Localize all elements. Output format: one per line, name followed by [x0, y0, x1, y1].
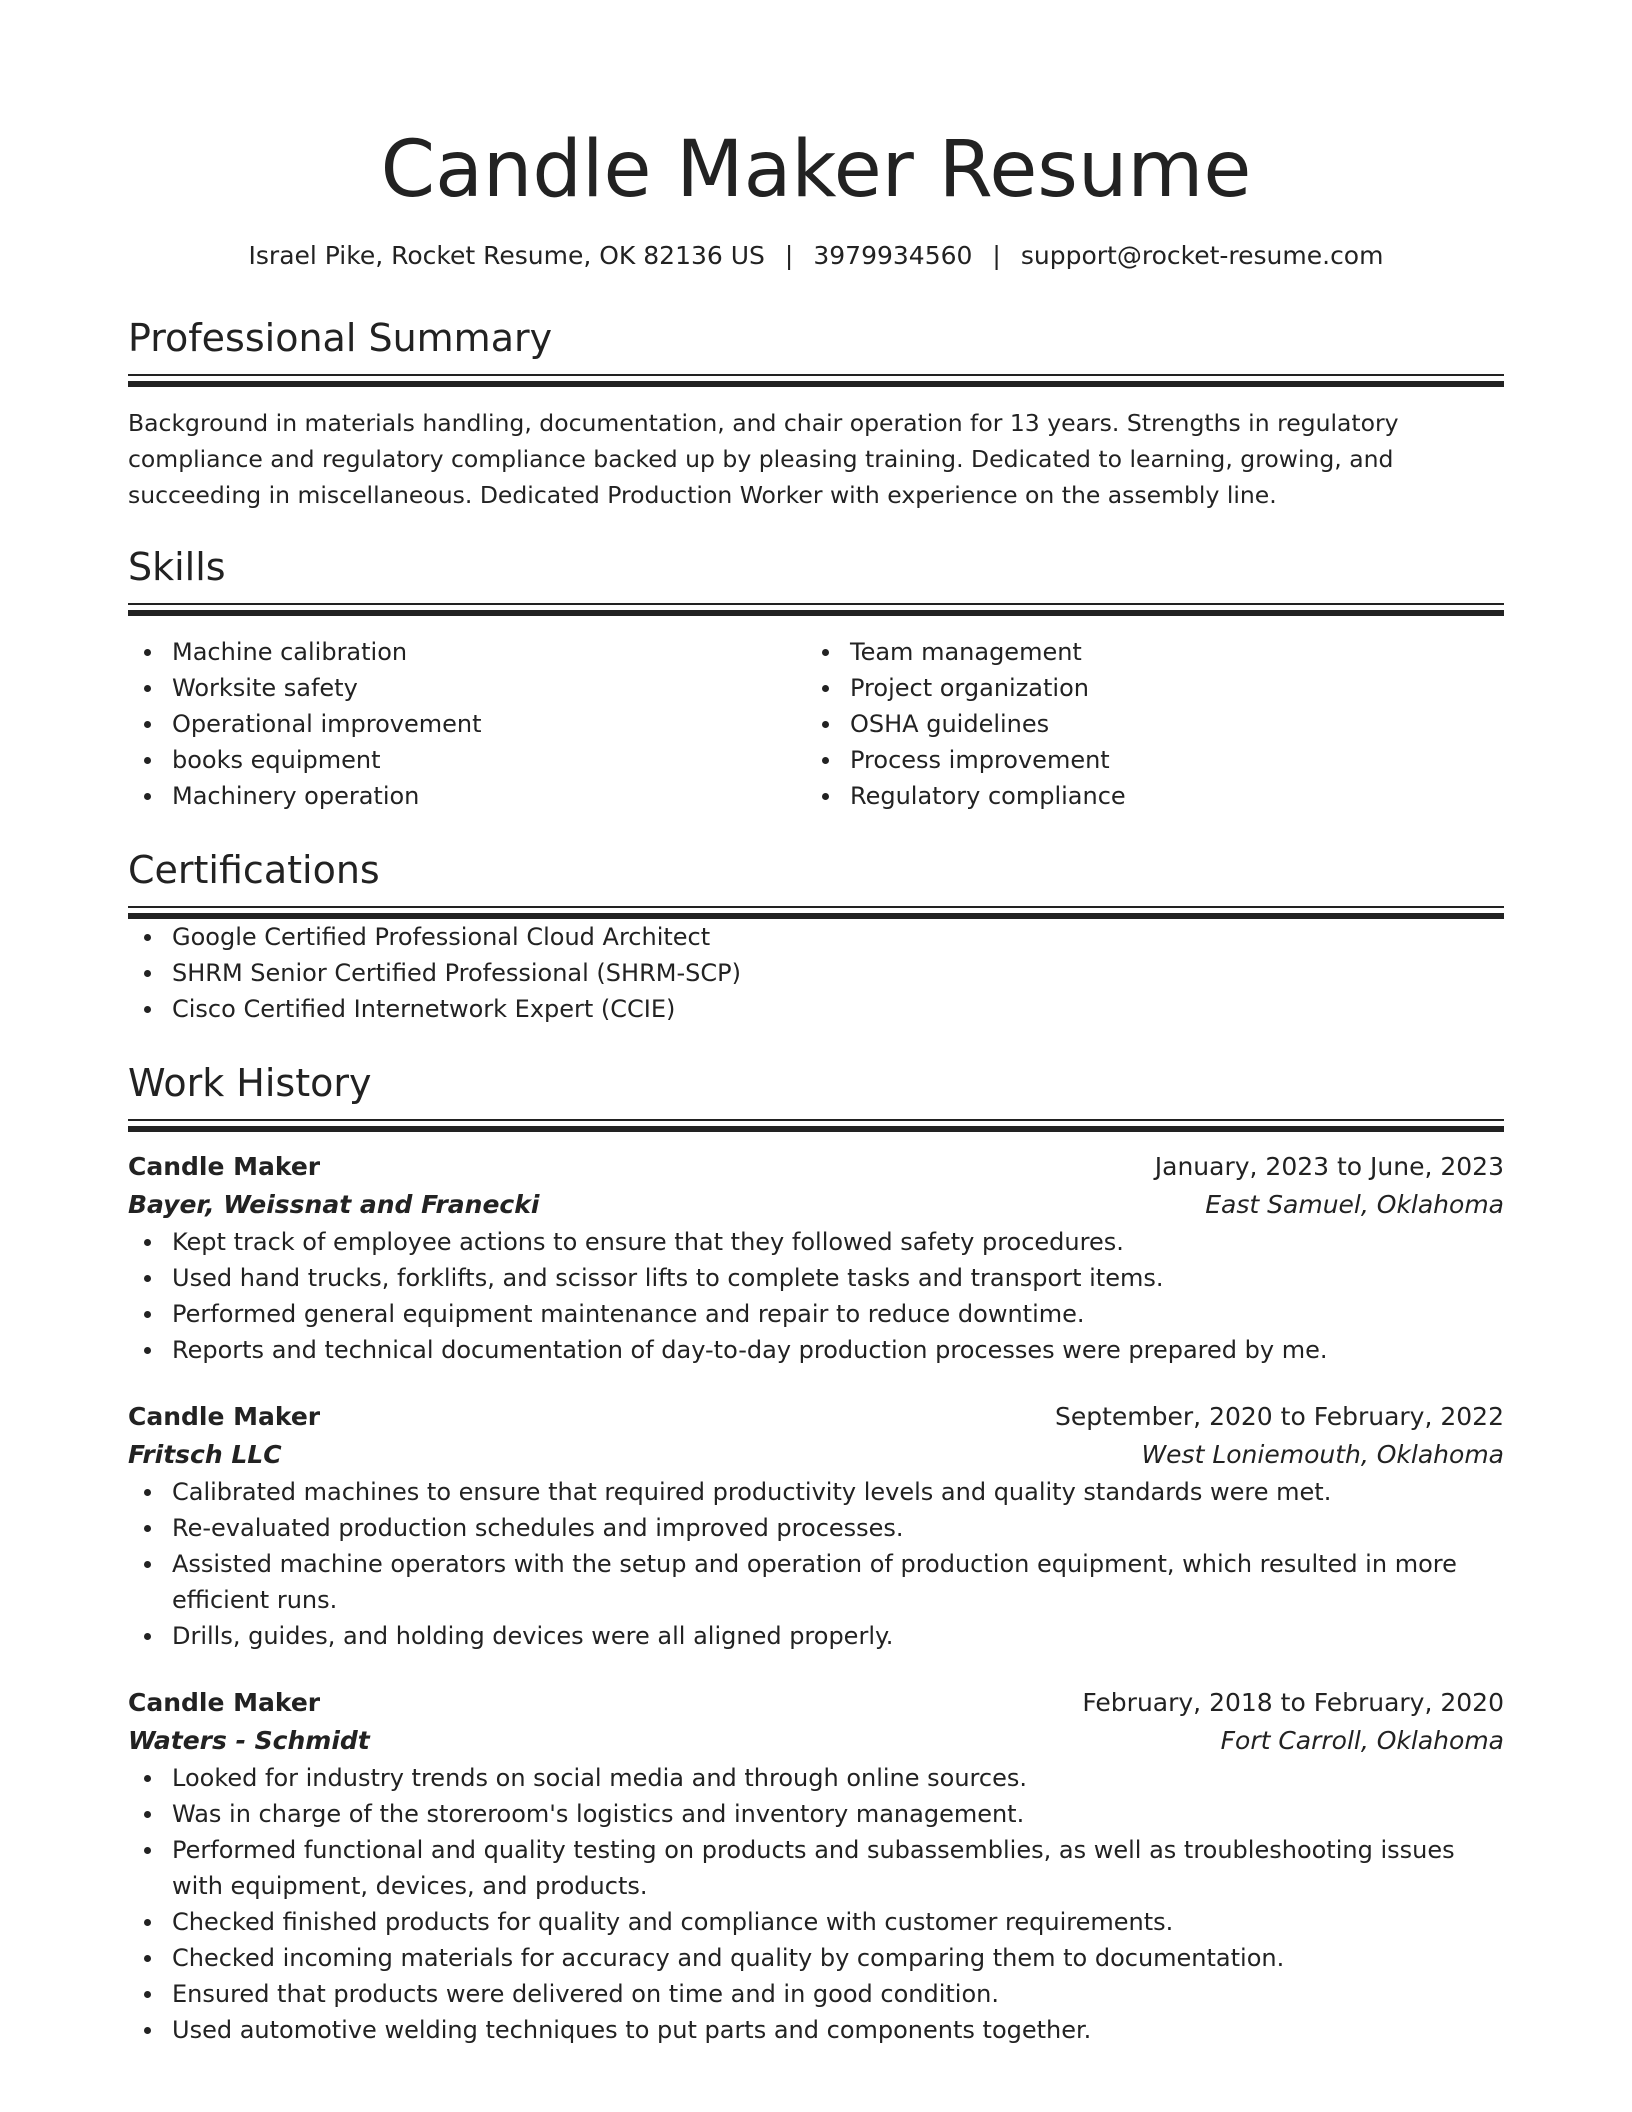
- job-duty-item: Re-evaluated production schedules and improved processes.: [128, 1510, 1504, 1546]
- contact-email[interactable]: support@rocket-resume.com: [1020, 241, 1384, 270]
- section-heading: Skills: [128, 545, 226, 589]
- job-duty-item: Used automotive welding techniques to put parts and components together.: [128, 2012, 1504, 2048]
- skill-item: Operational improvement: [128, 706, 806, 742]
- certifications-section: [128, 846, 1504, 1027]
- certification-item: SHRM Senior Certified Professional (SHRM-SCP): [128, 955, 1504, 991]
- job-header-row: [128, 1148, 1504, 1186]
- job-location: Fort Carroll, Oklahoma: [1220, 1726, 1504, 1755]
- job-duty-item: Ensured that products were delivered on time and in good condition.: [128, 1976, 1504, 2012]
- job-company-row: [128, 1186, 1504, 1224]
- section-divider: [128, 603, 1504, 616]
- job-header-row: [128, 1398, 1504, 1436]
- skills-section: [128, 543, 1504, 814]
- job-duty-item: Looked for industry trends on social media and through online sources.: [128, 1760, 1504, 1796]
- job-dates: January, 2023 to June, 2023: [1154, 1152, 1504, 1181]
- job-title: Candle Maker: [128, 1152, 321, 1181]
- job-dates: September, 2020 to February, 2022: [1055, 1402, 1504, 1431]
- contact-address: Israel Pike, Rocket Resume, OK 82136 US: [248, 241, 765, 270]
- job-duty-item: Performed general equipment maintenance and repair to reduce downtime.: [128, 1296, 1504, 1332]
- resume-page: [128, 0, 1504, 2048]
- job-entry: [128, 1148, 1504, 1368]
- skills-grid: [128, 634, 1504, 814]
- job-company: Waters - Schmidt: [128, 1726, 370, 1755]
- certification-item: Cisco Certified Internetwork Expert (CCIE): [128, 991, 1504, 1027]
- job-entry: [128, 1398, 1504, 1654]
- section-divider: [128, 1119, 1504, 1132]
- job-company-row: [128, 1436, 1504, 1474]
- section-divider: [128, 374, 1504, 387]
- resume-title: Candle Maker Resume: [380, 125, 1252, 215]
- job-duties-list: [128, 1474, 1504, 1654]
- job-duty-item: Used hand trucks, forklifts, and scissor lifts to complete tasks and transport items.: [128, 1260, 1504, 1296]
- skill-item: Process improvement: [806, 742, 1484, 778]
- contact-phone: 3979934560: [813, 241, 973, 270]
- job-header-row: [128, 1684, 1504, 1722]
- section-heading: Professional Summary: [128, 316, 553, 360]
- skill-item: OSHA guidelines: [806, 706, 1484, 742]
- job-duty-item: Checked finished products for quality and compliance with customer requirements.: [128, 1904, 1504, 1940]
- skill-item: books equipment: [128, 742, 806, 778]
- job-location: West Loniemouth, Oklahoma: [1141, 1440, 1504, 1469]
- job-title: Candle Maker: [128, 1402, 321, 1431]
- contact-separator: |: [784, 241, 794, 270]
- section-heading: Certifications: [128, 848, 380, 892]
- job-dates: February, 2018 to February, 2020: [1082, 1688, 1504, 1717]
- job-duty-item: Was in charge of the storeroom's logistics and inventory management.: [128, 1796, 1504, 1832]
- work-history-section: [128, 1059, 1504, 2048]
- professional-summary-section: [128, 314, 1504, 513]
- summary-text: Background in materials handling, documentation, and chair operation for 13 years. Strengths in regulatory compliance and regulatory compliance backed up by pleasing training. Dedicated to learning, growing, and succeeding in miscellaneous. Dedicated Production Worker with experience on the assembly line.: [128, 409, 1399, 509]
- job-duty-item: Drills, guides, and holding devices were all aligned properly.: [128, 1618, 1504, 1654]
- job-company: Fritsch LLC: [128, 1440, 282, 1469]
- job-company: Bayer, Weissnat and Franecki: [128, 1190, 540, 1219]
- certifications-list: [128, 919, 1504, 1027]
- job-duty-item: Performed functional and quality testing on products and subassemblies, as well as troubleshooting issues with equipment, devices, and products.: [128, 1832, 1504, 1904]
- skill-item: Machine calibration: [128, 634, 806, 670]
- skill-item: Worksite safety: [128, 670, 806, 706]
- skills-list: [806, 634, 1484, 814]
- job-duty-item: Reports and technical documentation of day-to-day production processes were prepared by me.: [128, 1332, 1504, 1368]
- job-duties-list: [128, 1224, 1504, 1368]
- skill-item: Team management: [806, 634, 1484, 670]
- job-duty-item: Assisted machine operators with the setup and operation of production equipment, which resulted in more efficient runs.: [128, 1546, 1504, 1618]
- job-duty-item: Calibrated machines to ensure that required productivity levels and quality standards were met.: [128, 1474, 1504, 1510]
- job-duties-list: [128, 1760, 1504, 2048]
- job-company-row: [128, 1722, 1504, 1760]
- job-entry: [128, 1684, 1504, 2048]
- section-heading: Work History: [128, 1061, 372, 1105]
- contact-line: [128, 238, 1504, 274]
- skills-list: [128, 634, 806, 814]
- job-duty-item: Kept track of employee actions to ensure that they followed safety procedures.: [128, 1224, 1504, 1260]
- skill-item: Project organization: [806, 670, 1484, 706]
- skill-item: Machinery operation: [128, 778, 806, 814]
- certification-item: Google Certified Professional Cloud Architect: [128, 919, 1504, 955]
- skill-item: Regulatory compliance: [806, 778, 1484, 814]
- job-title: Candle Maker: [128, 1688, 321, 1717]
- job-duty-item: Checked incoming materials for accuracy and quality by comparing them to documentation.: [128, 1940, 1504, 1976]
- skills-column-left: [128, 634, 806, 814]
- contact-separator: |: [992, 241, 1001, 270]
- job-location: East Samuel, Oklahoma: [1205, 1190, 1504, 1219]
- section-divider: [128, 906, 1504, 919]
- skills-column-right: [806, 634, 1484, 814]
